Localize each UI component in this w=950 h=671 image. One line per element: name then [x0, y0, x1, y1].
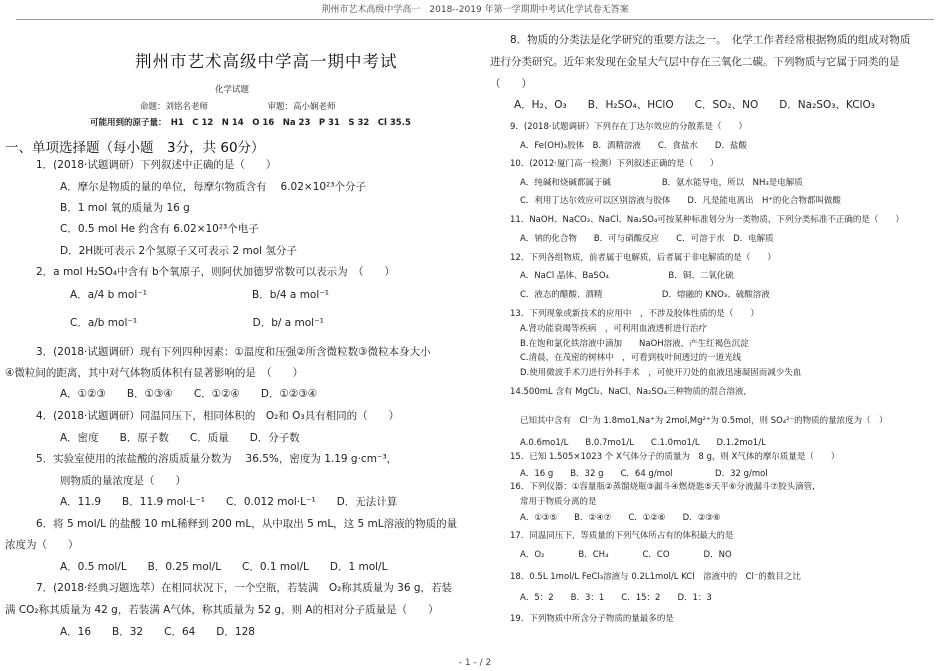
option-line: A．H₂、O₃ B．H₂SO₄、HClO C．SO₂、NO D．Na₂SO₃、KClO₃: [514, 99, 875, 111]
question-line: 9．(2018·试题调研）下列存在丁达尔效应的分散系是（ ）: [510, 122, 748, 132]
question-line: 7．(2018·经典习题选萃）在相同状况下，一个空瓶，若装满 O₂称其质量为 36 g，若装: [36, 582, 453, 594]
question-line: 18．0.5L 1mol/L FeCl₃溶液与 0.2L1mol/L KCl 溶液中的 Cl⁻的数目之比: [510, 572, 801, 582]
option-line: A．钠的化合物 B．可与硝酸反应 C．可溶于水 D．电解质: [520, 234, 774, 244]
option-line: A．5：2 B．3：1 C．15：2 D．1：3: [520, 593, 712, 603]
option-line: A．16 g B．32 g C．64 g/mol D．32 g/mol: [520, 469, 768, 479]
section-heading: 一、单项选择题（每小题 3分，共 60分）: [5, 140, 265, 156]
question-line: 12．下列各组物质，前者属于电解质，后者属于非电解质的是（ ）: [510, 253, 776, 263]
option-line: A．摩尔是物质的量的单位，每摩尔物质含有 6.02×10²³个分子: [60, 181, 366, 193]
question-line: 13．下列现象或新技术的应用中 ，不涉及胶体性质的是（ ）: [510, 309, 759, 319]
option-line: C．利用丁达尔效应可以区别溶液与胶体 D．凡是能电离出 H⁺的化合物都叫做酸: [520, 196, 841, 206]
question-line: 浓度为（ ）: [5, 539, 79, 551]
question-line: 14.500mL 含有 MgCl₂、NaCl、Na₂SO₄三种物质的混合溶液，: [510, 387, 752, 397]
question-line: ④微粒间的距离，其中对气体物质体积有显著影响的是 （ ）: [5, 367, 304, 379]
atomic-masses: 可能用到的原子量： H1 C 12 N 14 O 16 Na 23 P 31 S 32 Cl 35.5: [90, 118, 411, 128]
question-line: 17．同温同压下，等质量的下列气体所占有的体积最大的是: [510, 531, 734, 541]
question-line: 19．下列物质中所含分子物质的量最多的是: [510, 614, 674, 624]
question-line: 6．将 5 mol/L 的盐酸 10 mL稀释到 200 mL，从中取出 5 mL，这 5 mL溶液的物质的量: [36, 518, 458, 530]
question-line: 11．NaOH、NaCO₃、NaCl、Na₂SO₄可按某种标准划分为一类物质，下列分类标准不正确的是（ ）: [510, 215, 904, 225]
question-line: 常用于物质分离的是: [520, 497, 597, 507]
question-line: （ ）: [490, 78, 532, 90]
question-line: 满 CO₂称其质量为 42 g，若装满 A气体，称其质量为 52 g，则 A的相对分子质量是（ ）: [5, 604, 439, 616]
question-line: 16．下列仪器：①容量瓶②蒸馏烧瓶③漏斗④燃烧匙⑤天平⑥分液漏斗⑦胶头滴管,: [510, 482, 815, 492]
option-line: A．O₂ B．CH₄ C．CO D．NO: [520, 550, 732, 560]
right-column: [480, 0, 950, 671]
option-line: C.清晨，在茂密的树林中 ，可看到枝叶间透过的一道光线: [520, 353, 742, 363]
question-line: 15．已知 1.505×1023 个 X气体分子的质量为 8 g，则 X气体的摩尔质量是（ ）: [510, 452, 840, 462]
option-line: A．①③⑤ B．②④⑦ C．①②⑥ D．②③⑥: [520, 513, 721, 523]
exam-authors: 命题：刘铭名老师 审题：高小娴老师: [140, 102, 336, 112]
option-line: C．液态的醋酸、酒精 D．熔融的 KNO₃、硫酸溶液: [520, 290, 770, 300]
option-line: B.在饱和氯化铁溶液中滴加 NaOH溶液，产生红褐色沉淀: [520, 339, 749, 349]
option-line: A．Fe(OH)₃胶体 B．酒精溶液 C．食盐水 D．盐酸: [520, 141, 747, 151]
option-line: C．a/b mol⁻¹ D．b/ a mol⁻¹: [70, 317, 324, 329]
question-line: 3．(2018·试题调研）现有下列四种因素：①温度和压强②所含微粒数③微粒本身大小: [36, 346, 431, 358]
option-line: A．纯碱和烧碱都属于碱 B．氨水能导电，所以 NH₃是电解质: [520, 178, 803, 188]
question-line: 进行分类研究。近年来发现在金星大气层中存在三氧化二碳。下列物质与它属于同类的是: [490, 56, 900, 68]
option-line: A.肾功能衰竭等疾病 ，可利用血液透析进行治疗: [520, 324, 707, 334]
question-line: 10．(2012·厦门高一检测）下列叙述正确的是（ ）: [510, 159, 719, 169]
question-line: 则物质的量浓度是（ ）: [60, 475, 186, 487]
page-footer: - 1 - / 2: [458, 658, 492, 668]
question-line: 2．a mol H₂SO₄中含有 b个氧原子，则阿伏加德罗常数可以表示为 （ ）: [36, 266, 395, 278]
option-line: A．①②③ B．①③④ C．①②④ D．①②③④: [60, 388, 318, 400]
option-line: C．0.5 mol He 约含有 6.02×10²³个电子: [60, 223, 259, 235]
option-line: A．0.5 mol/L B．0.25 mol/L C．0.1 mol/L D．1 mol/L: [60, 561, 388, 573]
option-line: A．11.9 B．11.9 mol·L⁻¹ C．0.012 mol·L⁻¹ D．无法计算: [60, 496, 398, 508]
question-line: 4．(2018·试题调研）同温同压下，相同体积的 O₂和 O₃具有相同的（ ）: [36, 410, 400, 422]
option-line: A．密度 B．原子数 C．质量 D．分子数: [60, 432, 300, 444]
question-line: 1．(2018·试题调研）下列叙述中正确的是（ ）: [36, 159, 277, 171]
option-line: D.使用微波手术刀进行外科手术 ，可使开刀处的血液迅速凝固而减少失血: [520, 368, 802, 378]
question-line: 8．物质的分类法是化学研究的重要方法之一。 化学工作者经常根据物质的组成对物质: [510, 34, 911, 46]
option-line: A．a/4 b mol⁻¹ B．b/4 a mol⁻¹: [70, 289, 330, 301]
exam-subtitle: 化学试题: [215, 85, 250, 95]
exam-title: 荆州市艺术高级中学高一期中考试: [135, 52, 398, 71]
option-line: A．16 B．32 C．64 D．128: [60, 626, 255, 638]
option-line: D．2H既可表示 2个氢原子又可表示 2 mol 氢分子: [60, 245, 297, 257]
question-line: 已知其中含有 Cl⁻为 1.8mo1,Na⁺为 2mol,Mg²⁺为 0.5mol，则 SO₄²⁻的物质的量浓度为（ ）: [520, 416, 888, 426]
page-header: 荆州市艺术高级中学高一 2018--2019 年第一学期期中考试化学试卷无答案: [321, 5, 629, 15]
option-line: A．NaCl 晶体、BaSO₄ B．铜、二氧化硫: [520, 271, 734, 281]
question-line: 5．实验室使用的浓盐酸的溶质质量分数为 36.5%，密度为 1.19 g·cm⁻³，: [36, 453, 398, 465]
option-line: A.0.6mo1/L B.0.7mo1/L C.1.0mo1/L D.1.2mo1/L: [520, 438, 766, 448]
option-line: B．1 mol 氧的质量为 16 g: [60, 202, 190, 214]
